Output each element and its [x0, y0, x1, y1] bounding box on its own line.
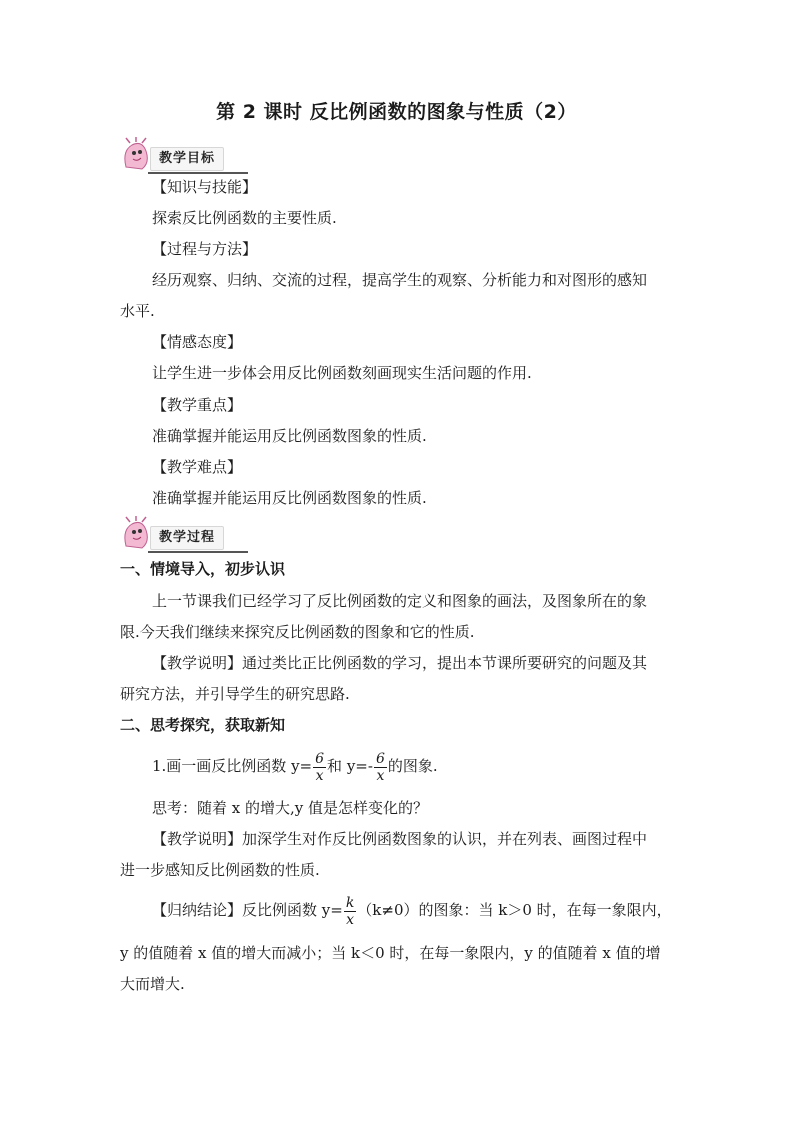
text-knowledge: 探索反比例函数的主要性质.	[152, 209, 337, 227]
badge-label: 教学过程	[150, 526, 224, 550]
text-note-2-b: 进一步感知反比例函数的性质.	[120, 861, 320, 879]
page-title: 第 2 课时 反比例函数的图象与性质（2）	[216, 101, 577, 123]
badge-label: 教学目标	[150, 147, 224, 171]
badge-underline	[148, 172, 248, 174]
text-s1-p2-a: 【教学说明】通过类比正比例函数的学习，提出本节课所要研究的问题及其	[152, 654, 648, 672]
fraction-6-over-x: $\frac{6}{x}$	[375, 750, 385, 784]
fraction-k-over-x: $\frac{k}{x}$	[345, 894, 355, 928]
text-think: 思考：随着 x 的增大,y 值是怎样变化的？	[152, 799, 429, 817]
conclusion-line-1	[152, 892, 712, 928]
section-badge-objectives	[118, 137, 248, 173]
heading-section-1: 一、情境导入，初步认识	[120, 560, 286, 578]
question-1-pre: 1.画一画反比例函数 y=	[152, 757, 313, 775]
text-s1-p2-b: 研究方法，并引导学生的研究思路.	[120, 685, 350, 703]
conclusion-line-3: 大而增大.	[120, 975, 185, 993]
text-method-1: 经历观察、归纳、交流的过程，提高学生的观察、分析能力和对图形的感知	[152, 271, 648, 289]
conclusion-post: （k≠0）的图象：当 k＞0 时，在每一象限内，	[357, 901, 672, 919]
text-note-2-a: 【教学说明】加深学生对作反比例函数图象的认识，并在列表、画图过程中	[152, 830, 648, 848]
text-emotion: 让学生进一步体会用反比例函数刻画现实生活问题的作用.	[152, 364, 532, 382]
text-key-points: 准确掌握并能运用反比例函数图象的性质.	[152, 427, 427, 445]
text-method-2: 水平.	[120, 302, 155, 320]
text-s1-p1-b: 限.今天我们继续来探究反比例函数的图象和它的性质.	[120, 623, 475, 641]
fraction-6-over-x: $\frac{6}{x}$	[315, 750, 325, 784]
heading-key-points: 【教学重点】	[152, 396, 243, 414]
heading-emotion: 【情感态度】	[152, 333, 243, 351]
conclusion-pre: 【归纳结论】反比例函数 y=	[152, 901, 343, 919]
question-1	[152, 748, 712, 784]
badge-underline	[148, 551, 248, 553]
question-1-post: 的图象.	[387, 757, 438, 775]
heading-difficult-points: 【教学难点】	[152, 458, 243, 476]
text-difficult-points: 准确掌握并能运用反比例函数图象的性质.	[152, 489, 427, 507]
heading-method: 【过程与方法】	[152, 240, 258, 258]
conclusion-line-2: y 的值随着 x 值的增大而减小；当 k＜0 时，在每一象限内，y 的值随着 x 值的增	[120, 944, 661, 962]
question-1-mid: 和 y=-	[327, 757, 373, 775]
heading-knowledge: 【知识与技能】	[152, 178, 258, 196]
text-s1-p1-a: 上一节课我们已经学习了反比例函数的定义和图象的画法，及图象所在的象	[152, 592, 648, 610]
heading-section-2: 二、思考探究，获取新知	[120, 716, 286, 734]
section-badge-process	[118, 516, 248, 552]
